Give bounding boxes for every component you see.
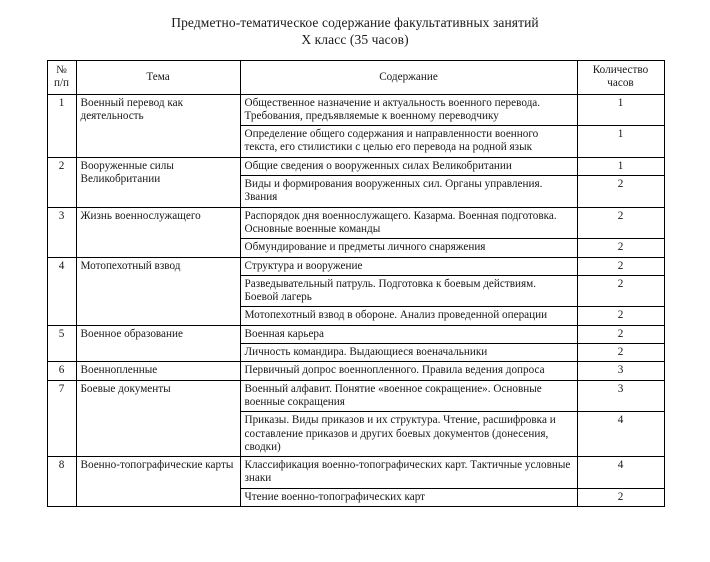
- hours-cell: 1: [577, 126, 664, 158]
- table-header: [47, 61, 664, 95]
- theme-cell: Военное образование: [76, 325, 240, 362]
- row-number-cell: 3: [47, 207, 76, 257]
- content-cell: Военный алфавит. Понятие «военное сокращение». Основные военные сокращения: [240, 380, 577, 412]
- content-cell: Структура и вооружение: [240, 257, 577, 275]
- hours-cell: 3: [577, 380, 664, 412]
- row-number-cell: 6: [47, 362, 76, 380]
- page-title: [0, 0, 710, 48]
- row-number-cell: 2: [47, 157, 76, 207]
- table-row: [47, 94, 664, 126]
- content-cell: Виды и формирования вооруженных сил. Органы управления. Звания: [240, 176, 577, 208]
- content-cell: Военная карьера: [240, 325, 577, 343]
- hours-cell: 1: [577, 157, 664, 175]
- content-cell: Первичный допрос военнопленного. Правила ведения допроса: [240, 362, 577, 380]
- hours-cell: 2: [577, 325, 664, 343]
- table-row: [47, 157, 664, 175]
- hours-cell: 3: [577, 362, 664, 380]
- hours-cell: 4: [577, 457, 664, 489]
- table-row: [47, 257, 664, 275]
- column-header-number-line-2: п/п: [53, 77, 70, 90]
- theme-cell: Военный перевод как деятельность: [76, 94, 240, 157]
- theme-cell: Военно-топографические карты: [76, 457, 240, 507]
- table-row: [47, 380, 664, 412]
- content-cell: Общественное назначение и актуальность военного перевода. Требования, предъявляемые к военному переводчику: [240, 94, 577, 126]
- content-cell: Обмундирование и предметы личного снаряжения: [240, 239, 577, 257]
- content-cell: Чтение военно-топографических карт: [240, 488, 577, 506]
- page-title-line-1: Предметно-тематическое содержание факультативных занятий: [171, 15, 539, 30]
- content-cell: Распорядок дня военнослужащего. Казарма. Военная подготовка. Основные военные команды: [240, 207, 577, 239]
- content-cell: Определение общего содержания и направленности военного текста, его стилистики с целью его перевода на родной язык: [240, 126, 577, 158]
- content-cell: Мотопехотный взвод в обороне. Анализ проведенной операции: [240, 307, 577, 325]
- page-title-line-2: X класс (35 часов): [301, 32, 409, 47]
- theme-cell: Военнопленные: [76, 362, 240, 380]
- row-number-cell: 4: [47, 257, 76, 325]
- table-body: [47, 94, 664, 506]
- row-number-cell: 1: [47, 94, 76, 157]
- row-number-cell: 7: [47, 380, 76, 456]
- table-row: [47, 325, 664, 343]
- content-cell: Разведывательный патруль. Подготовка к боевым действиям. Боевой лагерь: [240, 275, 577, 307]
- content-cell: Общие сведения о вооруженных силах Великобритании: [240, 157, 577, 175]
- column-header-content: Содержание: [240, 61, 577, 95]
- table-header-row: [47, 61, 664, 95]
- hours-cell: 2: [577, 275, 664, 307]
- table-row: [47, 362, 664, 380]
- column-header-hours-line-2: часов: [607, 77, 634, 90]
- column-header-theme: Тема: [76, 61, 240, 95]
- hours-cell: 2: [577, 488, 664, 506]
- column-header-hours-line-1: Количество: [592, 64, 649, 76]
- column-header-number-line-1: №: [56, 64, 67, 76]
- hours-cell: 2: [577, 307, 664, 325]
- column-header-number: [47, 61, 76, 95]
- hours-cell: 2: [577, 239, 664, 257]
- hours-cell: 2: [577, 207, 664, 239]
- hours-cell: 4: [577, 412, 664, 457]
- table-row: [47, 457, 664, 489]
- row-number-cell: 5: [47, 325, 76, 362]
- theme-cell: Вооруженные силы Великобритании: [76, 157, 240, 207]
- content-cell: Классификация военно-топографических карт. Тактичные условные знаки: [240, 457, 577, 489]
- table-row: [47, 207, 664, 239]
- hours-cell: 2: [577, 344, 664, 362]
- hours-cell: 1: [577, 94, 664, 126]
- theme-cell: Мотопехотный взвод: [76, 257, 240, 325]
- hours-cell: 2: [577, 176, 664, 208]
- table-container: [47, 60, 664, 507]
- column-header-hours: [577, 61, 664, 95]
- theme-cell: Боевые документы: [76, 380, 240, 456]
- row-number-cell: 8: [47, 457, 76, 507]
- hours-cell: 2: [577, 257, 664, 275]
- content-cell: Приказы. Виды приказов и их структура. Чтение, расшифровка и составление приказов и других боевых документов (донесения, сводки): [240, 412, 577, 457]
- curriculum-table: [47, 60, 665, 507]
- theme-cell: Жизнь военнослужащего: [76, 207, 240, 257]
- content-cell: Личность командира. Выдающиеся военачальники: [240, 344, 577, 362]
